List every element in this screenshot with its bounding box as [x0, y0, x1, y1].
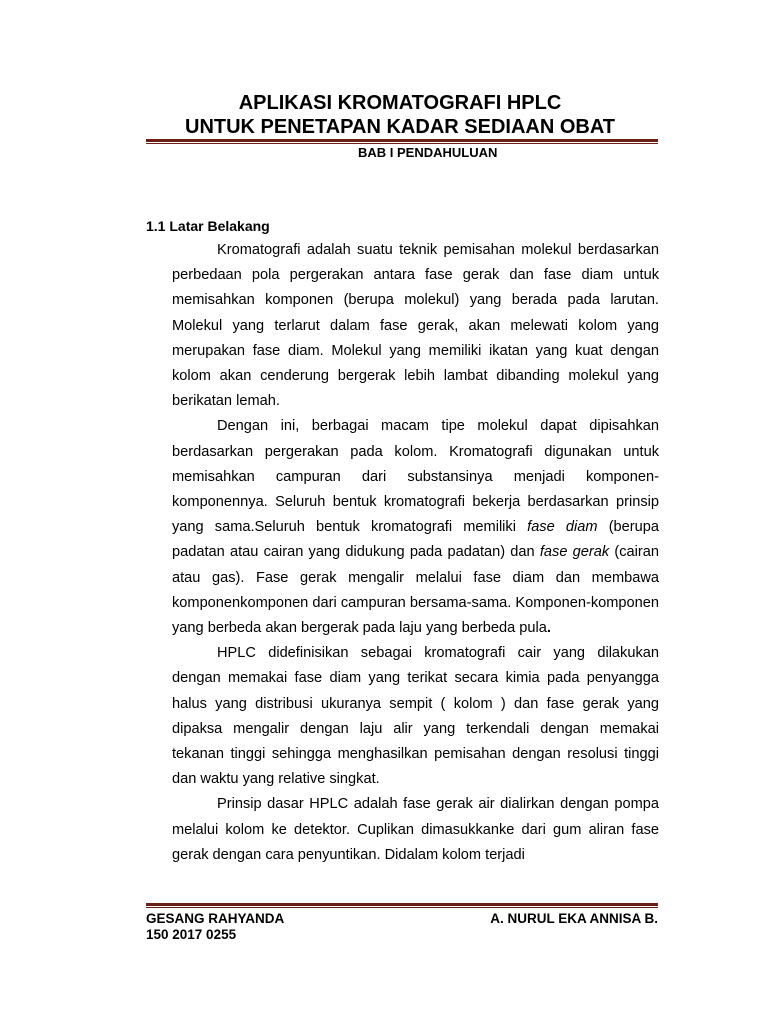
chapter-heading: BAB I PENDAHULUAN	[358, 145, 498, 160]
paragraph-3: HPLC didefinisikan sebagai kromatografi cair yang dilakukan dengan memakai fase diam yang terikat secara kimia pada penyangga halus yang distribusi ukuranya sempit ( kolom ) dan fase gerak yang dipaksa mengalir dengan laju alir yang terkendali dengan memakai tekanan tinggi sehingga menghasilkan pemisahan dengan resolusi tinggi dan waktu yang relative singkat.	[172, 645, 659, 788]
header-divider	[146, 139, 658, 144]
section-heading: 1.1 Latar Belakang	[146, 218, 270, 234]
paragraph-2-end-period: .	[546, 620, 551, 637]
document-title-line-2: UNTUK PENETAPAN KADAR SEDIAAN OBAT	[185, 116, 615, 138]
paragraph-2-text-b: (berupa padatan atau cairan yang didukung pada padatan) dan	[172, 519, 659, 561]
footer-author-right: A. NURUL EKA ANNISA B.	[490, 911, 658, 926]
footer-author-left: GESANG RAHYANDA	[146, 911, 285, 926]
paragraph-2-text-a: Dengan ini, berbagai macam tipe molekul dapat dipisahkan berdasarkan pergerakan pada kolom. Kromatografi digunakan untuk memisahkan campuran dari substansinya menjadi komponen-komponennya. Seluruh bentuk kromatografi bekerja berdasarkan prinsip yang sama.Seluruh bentuk kromatografi memiliki	[172, 418, 659, 536]
paragraph-2-italic-fase-diam: fase diam	[527, 519, 598, 536]
footer-student-id: 150 2017 0255	[146, 927, 237, 942]
document-title-line-1: APLIKASI KROMATOGRAFI HPLC	[238, 92, 562, 114]
paragraph-2-italic-fase-gerak: fase gerak	[539, 544, 610, 561]
footer-divider	[146, 903, 658, 908]
paragraph-2-text-c: (cairan atau gas). Fase gerak mengalir melalui fase diam dan membawa komponenkomponen dari campuran bersama-sama. Komponen-komponen yang berbeda akan bergerak pada laju yang berbeda pula	[172, 544, 659, 637]
paragraph-1: Kromatografi adalah suatu teknik pemisahan molekul berdasarkan perbedaan pola pergerakan antara fase gerak dan fase diam untuk memisahkan komponen (berupa molekul) yang berada pada larutan. Molekul yang terlarut dalam fase gerak, akan melewati kolom yang merupakan fase diam. Molekul yang memiliki ikatan yang kuat dengan kolom akan cenderung bergerak lebih lambat dibanding molekul yang berikatan lemah.	[172, 242, 659, 410]
paragraph-4: Prinsip dasar HPLC adalah fase gerak air dialirkan dengan pompa melalui kolom ke detektor. Cuplikan dimasukkanke dari gum aliran fase gerak dengan cara penyuntikan. Didalam kolom terjadi	[172, 796, 659, 863]
paragraph-2	[172, 414, 659, 641]
body-text	[172, 238, 659, 868]
